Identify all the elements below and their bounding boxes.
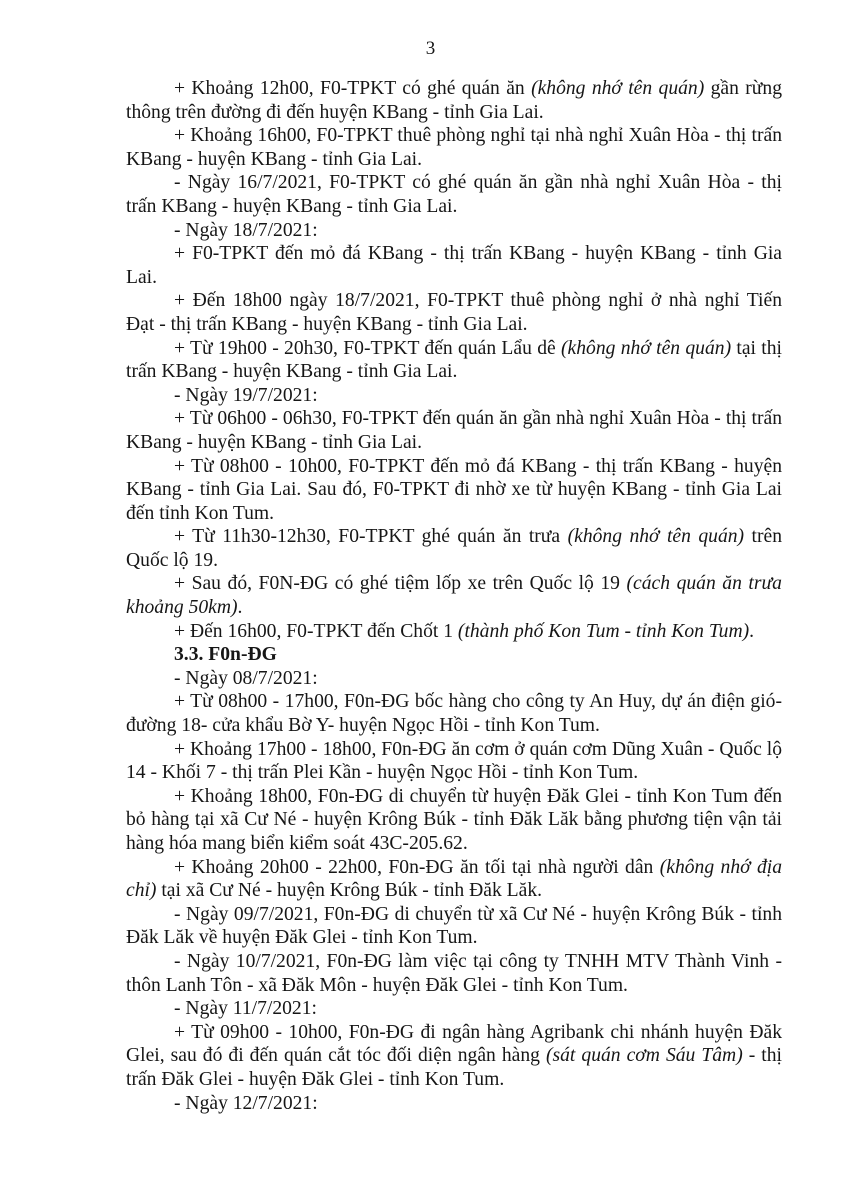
text-run: tại xã Cư Né - huyện Krông Búk - tỉnh Đăk Lăk. xyxy=(156,880,543,902)
paragraph xyxy=(126,242,782,289)
text-run: tại thị trấn KBang - huyện KBang - tỉnh Gia Lai. xyxy=(126,337,782,383)
paragraph xyxy=(126,171,782,218)
text-run: 3.3. F0n-ĐG xyxy=(174,644,277,666)
paragraph xyxy=(126,856,782,903)
text-run: + Sau đó, F0N-ĐG có ghé tiệm lốp xe trên Quốc lộ 19 xyxy=(174,573,627,595)
text-run: - thị trấn Đăk Glei - huyện Đăk Glei - tỉnh Kon Tum. xyxy=(126,1045,782,1090)
paragraph xyxy=(126,620,782,644)
text-run: - Ngày 09/7/2021, F0n-ĐG di chuyển từ xã Cư Né - huyện Krông Búk - tỉnh Đăk Lăk về huyện Đăk Glei - tỉnh Kon Tum. xyxy=(126,903,782,949)
paragraph xyxy=(126,407,782,454)
section-heading xyxy=(126,643,782,667)
paragraph xyxy=(126,785,782,856)
italic-note: (không nhớ tên quán) xyxy=(567,526,745,548)
paragraph xyxy=(126,667,782,691)
text-run: + Khoảng 18h00, F0n-ĐG di chuyển từ huyện Đăk Glei - tỉnh Kon Tum đến bỏ hàng tại xã Cư Né - huyện Krông Búk - tỉnh Đăk Lăk bằng phương tiện vận tải hàng hóa mang biển kiểm soát 43C-205.62. xyxy=(126,785,782,854)
text-run: + Từ 06h00 - 06h30, F0-TPKT đến quán ăn gần nhà nghỉ Xuân Hòa - thị trấn KBang - huyện KBang - tỉnh Gia Lai. xyxy=(126,408,782,453)
italic-note: (thành phố Kon Tum - tỉnh Kon Tum) xyxy=(457,620,750,642)
italic-note: (sát quán cơm Sáu Tâm) xyxy=(545,1045,743,1067)
paragraph xyxy=(126,219,782,243)
paragraph xyxy=(126,738,782,785)
paragraph xyxy=(126,337,782,384)
document-body xyxy=(126,77,782,1115)
text-run: gần rừng thông trên đường đi đến huyện KBang - tỉnh Gia Lai. xyxy=(126,78,782,123)
text-run: - Ngày 19/7/2021: xyxy=(174,384,318,406)
paragraph xyxy=(126,455,782,526)
text-run: + Khoảng 17h00 - 18h00, F0n-ĐG ăn cơm ở quán cơm Dũng Xuân - Quốc lộ 14 - Khối 7 - thị trấn Plei Kần - huyện Ngọc Hồi - tỉnh Kon Tum. xyxy=(126,738,782,784)
italic-note: (không nhớ tên quán) xyxy=(531,78,705,99)
text-run: - Ngày 12/7/2021: xyxy=(174,1092,318,1114)
text-run: + Khoảng 12h00, F0-TPKT có ghé quán ăn xyxy=(174,78,532,99)
paragraph xyxy=(126,289,782,336)
paragraph xyxy=(126,690,782,737)
paragraph xyxy=(126,124,782,171)
italic-note: (không nhớ tên quán) xyxy=(561,337,732,359)
italic-note: (cách quán ăn trưa khoảng 50km) xyxy=(126,573,782,619)
text-run: + Khoảng 16h00, F0-TPKT thuê phòng nghỉ tại nhà nghỉ Xuân Hòa - thị trấn KBang - huyện KBang - tỉnh Gia Lai. xyxy=(126,125,782,170)
text-run: + F0-TPKT đến mỏ đá KBang - thị trấn KBang - huyện KBang - tỉnh Gia Lai. xyxy=(126,243,782,288)
text-run: + Từ 09h00 - 10h00, F0n-ĐG đi ngân hàng Agribank chi nhánh huyện Đăk Glei, sau đó đi đến quán cắt tóc đối diện ngân hàng xyxy=(126,1021,782,1067)
paragraph xyxy=(126,997,782,1021)
paragraph xyxy=(126,572,782,619)
page-number: 3 xyxy=(425,38,436,59)
text-run: - Ngày 08/7/2021: xyxy=(174,667,318,689)
paragraph xyxy=(126,525,782,572)
text-run: - Ngày 16/7/2021, F0-TPKT có ghé quán ăn gần nhà nghỉ Xuân Hòa - thị trấn KBang - huyện KBang - tỉnh Gia Lai. xyxy=(126,172,782,217)
text-run: - Ngày 10/7/2021, F0n-ĐG làm việc tại công ty TNHH MTV Thành Vinh - thôn Lanh Tôn - xã Đăk Môn - huyện Đăk Glei - tỉnh Kon Tum. xyxy=(126,950,782,996)
text-run: - Ngày 18/7/2021: xyxy=(174,219,318,241)
text-run: + Đến 18h00 ngày 18/7/2021, F0-TPKT thuê phòng nghỉ ở nhà nghỉ Tiến Đạt - thị trấn KBang - huyện KBang - tỉnh Gia Lai. xyxy=(126,290,782,335)
paragraph xyxy=(126,1021,782,1092)
paragraph xyxy=(126,77,782,124)
paragraph xyxy=(126,384,782,408)
paragraph xyxy=(126,1092,782,1116)
text-run: + Từ 08h00 - 10h00, F0-TPKT đến mỏ đá KBang - thị trấn KBang - huyện KBang - tỉnh Gia Lai. Sau đó, F0-TPKT đi nhờ xe từ huyện KBang - tỉnh Gia Lai đến tỉnh Kon Tum. xyxy=(126,455,782,524)
text-run: + Đến 16h00, F0-TPKT đến Chốt 1 xyxy=(174,620,458,642)
text-run: + Từ 11h30-12h30, F0-TPKT ghé quán ăn trưa xyxy=(174,526,568,548)
text-run: + Khoảng 20h00 - 22h00, F0n-ĐG ăn tối tại nhà người dân xyxy=(174,856,660,878)
text-run: + Từ 19h00 - 20h30, F0-TPKT đến quán Lẩu dê xyxy=(174,337,562,359)
text-run: - Ngày 11/7/2021: xyxy=(174,998,317,1020)
paragraph xyxy=(126,950,782,997)
italic-note: (không nhớ địa chỉ) xyxy=(126,856,782,902)
text-run: trên Quốc lộ 19. xyxy=(126,526,782,571)
text-run: + Từ 08h00 - 17h00, F0n-ĐG bốc hàng cho công ty An Huy, dự án điện gió- đường 18- cửa khẩu Bờ Y- huyện Ngọc Hồi - tỉnh Kon Tum. xyxy=(126,691,782,737)
text-run: . xyxy=(237,597,243,619)
text-run: . xyxy=(749,620,755,642)
paragraph xyxy=(126,903,782,950)
